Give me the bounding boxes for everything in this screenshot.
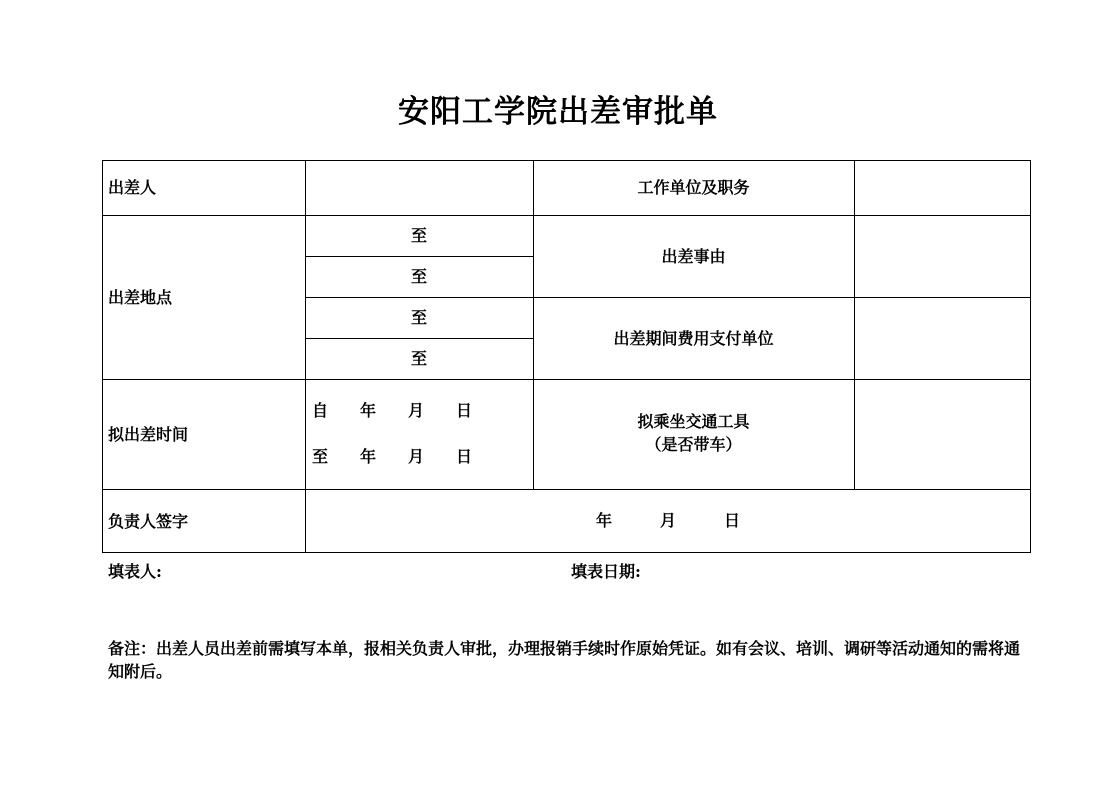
transport-sublabel: （是否带车） <box>645 435 742 454</box>
destination-to-mark-1: 至 <box>410 226 427 245</box>
row-divider <box>102 489 1031 490</box>
signature-date: 年 月 日 <box>595 511 740 530</box>
sub-row-divider <box>305 338 533 339</box>
travel-start-date: 自 年 月 日 <box>312 401 473 420</box>
sub-row-divider <box>305 256 533 257</box>
transport-value[interactable] <box>855 380 1030 489</box>
travel-reason-value[interactable] <box>855 216 1030 297</box>
travel-time-label: 拟出差时间 <box>108 425 189 444</box>
table-border-bottom <box>102 552 1031 553</box>
supervisor-signature-label: 负责人签字 <box>108 512 189 531</box>
fill-date-label: 填表日期: <box>571 562 641 581</box>
page-title: 安阳工学院出差审批单 <box>398 94 718 130</box>
transport-label: 拟乘坐交通工具 <box>637 412 750 431</box>
unit-position-label: 工作单位及职务 <box>637 178 750 197</box>
destination-to-mark-2: 至 <box>410 267 427 286</box>
expense-payer-value[interactable] <box>855 298 1030 379</box>
travel-reason-label: 出差事由 <box>661 247 726 266</box>
unit-position-value[interactable] <box>855 161 1030 215</box>
remarks-note: 备注：出差人员出差前需填写本单，报相关负责人审批，办理报销手续时作原始凭证。如有会议、培训、调研等活动通知的需将通知附后。 <box>108 639 1021 681</box>
traveler-label: 出差人 <box>108 178 157 197</box>
location-label: 出差地点 <box>108 288 173 307</box>
approval-form-table <box>102 160 1031 553</box>
travel-end-date: 至 年 月 日 <box>312 447 473 466</box>
destination-to-mark-4: 至 <box>410 349 427 368</box>
table-border-left <box>102 160 103 553</box>
table-border-right <box>1030 160 1031 553</box>
traveler-value[interactable] <box>306 161 533 215</box>
destination-to-mark-3: 至 <box>410 308 427 327</box>
form-filler-label: 填表人: <box>108 562 162 581</box>
expense-payer-label: 出差期间费用支付单位 <box>613 329 774 348</box>
